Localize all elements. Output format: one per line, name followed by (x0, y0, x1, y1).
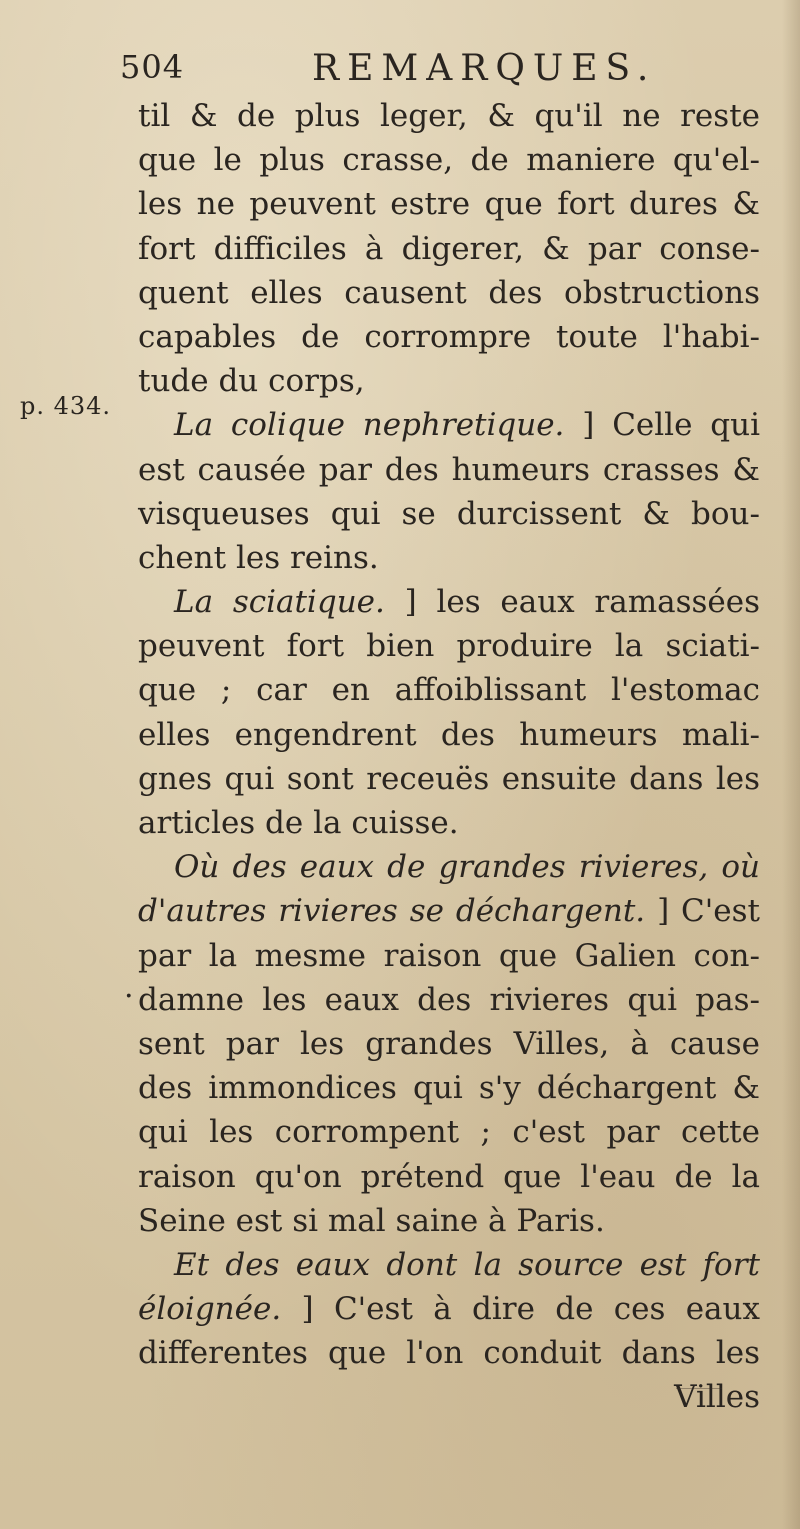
lemma: La colique nephretique. (174, 407, 565, 444)
lemma: d'autres rivieres se déchargent. (138, 893, 646, 930)
text-line: par la mesme raison que Galien con- (138, 937, 760, 974)
text-line: est causée par des humeurs crasses & (138, 451, 760, 488)
text-line: quent elles causent des obstructions (138, 274, 760, 311)
text-line: d'autres rivieres se déchargent. ] C'est (138, 893, 761, 930)
lemma: éloignée. (138, 1291, 282, 1328)
running-head (120, 48, 760, 98)
catchword: Villes (674, 1379, 760, 1416)
text-line (138, 845, 760, 889)
lemma: Et des eaux dont la source est fort (174, 1246, 760, 1283)
margin-dot: . (124, 970, 134, 1005)
body-text (138, 94, 760, 1420)
catchword-underline (676, 1388, 722, 1389)
text-line: Seine est si mal saine à Paris. (138, 1202, 605, 1239)
text-line: qui les corrompent ; c'est par cette (138, 1114, 760, 1151)
margin-reference: p. 434. (20, 392, 112, 420)
text-line: peuvent fort bien produire la sciati- (138, 628, 760, 665)
text-line: damne les eaux des rivieres qui pas- (138, 981, 760, 1018)
text-line: raison qu'on prétend que l'eau de la (138, 1158, 760, 1195)
text-line: visqueuses qui se durcissent & bou- (138, 495, 760, 532)
text-line: chent les reins. (138, 539, 379, 576)
text-line: til & de plus leger, & qu'il ne reste (138, 98, 760, 134)
text-line: des immondices qui s'y déchargent & (138, 1070, 760, 1107)
text-line: gnes qui sont receuës ensuite dans les (138, 760, 760, 797)
text-line: La colique nephretique. ] Celle qui (174, 407, 760, 444)
text-line: sent par les grandes Villes, à cause (138, 1025, 760, 1062)
text-line: les ne peuvent estre que fort dures & (138, 186, 760, 223)
text-line: fort difficiles à digerer, & par conse- (138, 230, 760, 267)
lemma: La sciatique. (174, 584, 385, 621)
text-line: que le plus crasse, de maniere qu'el- (138, 142, 760, 179)
text-line: tude du corps, (138, 363, 365, 400)
text-line: elles engendrent des humeurs mali- (138, 716, 760, 753)
text-line: éloignée. ] C'est à dire de ces eaux (138, 1291, 760, 1328)
lemma: Où des eaux de grandes rivieres, où (174, 849, 760, 886)
text-line: que ; car en affoiblissant l'estomac (138, 672, 760, 709)
text-line: La sciatique. ] les eaux ramassées (174, 584, 760, 621)
text-line: articles de la cuisse. (138, 805, 459, 841)
text-line (138, 1243, 760, 1287)
text-line: differentes que l'on conduit dans les (138, 1335, 760, 1372)
text-line: capables de corrompre toute l'habi- (138, 318, 760, 355)
page-edge-shadow (782, 0, 800, 1529)
page-number: 504 (120, 48, 185, 86)
running-title: REMARQUES. (312, 48, 657, 89)
